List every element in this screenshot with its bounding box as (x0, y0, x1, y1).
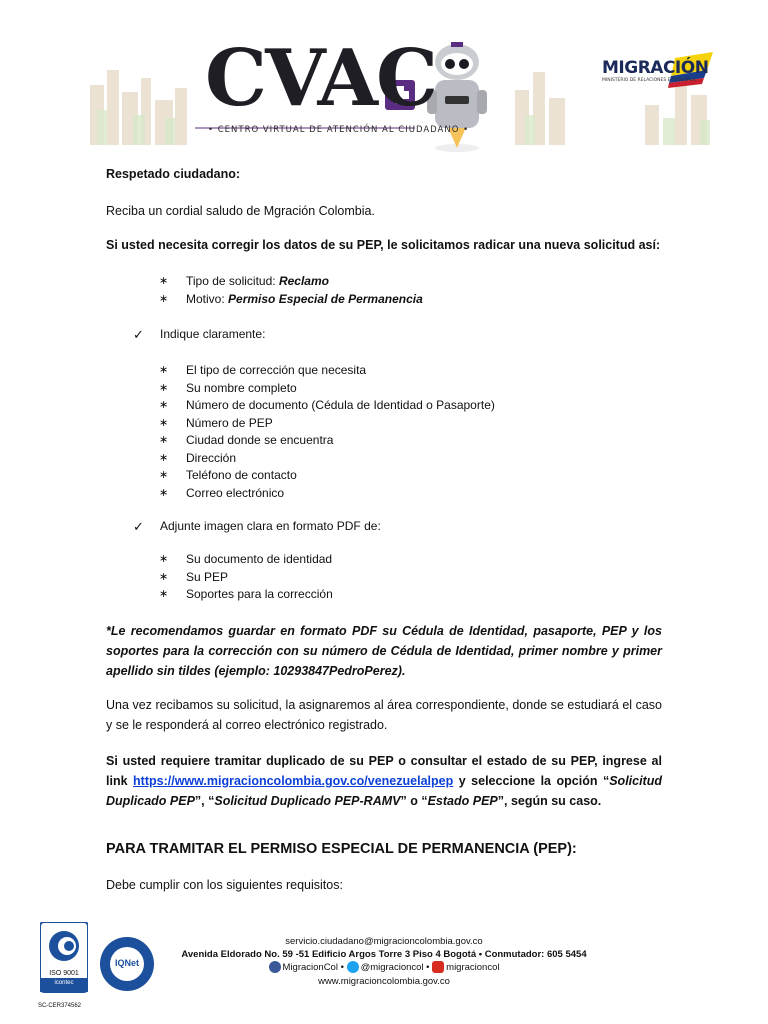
list-item-text: Número de PEP (186, 415, 273, 430)
bullet-icon: ∗ (159, 416, 169, 429)
instruction-text: Si usted necesita corregir los datos de su PEP, le solicitamos radicar una nueva solicitud así: (106, 238, 661, 252)
cvac-subtitle: • CENTRO VIRTUAL DE ATENCIÓN AL CIUDADANO • (208, 125, 470, 135)
checkmark-icon: ✓ (133, 327, 144, 342)
ministry-subtitle: MINISTERIO DE RELACIONES EXTERIORES (602, 78, 696, 83)
footer-website[interactable]: www.migracioncolombia.gov.co (318, 976, 450, 987)
checkmark-icon: ✓ (133, 519, 144, 534)
bullet-icon: ∗ (159, 570, 169, 583)
facebook-icon[interactable] (269, 961, 281, 973)
bullet-icon: ∗ (159, 486, 169, 499)
bullet-icon: ∗ (159, 293, 169, 305)
list-item-text: Su documento de identidad (186, 552, 333, 566)
footer-email[interactable]: servicio.ciudadano@migracioncolombia.gov.co (285, 936, 483, 947)
footer-address: Avenida Eldorado No. 59 -51 Edificio Argos Torre 3 Piso 4 Bogotá • Conmutador: 605 5454 (181, 949, 587, 960)
intro-text: Reciba un cordial saludo de Mgración Colombia. (106, 204, 375, 218)
cert-code: SC-CER374562 (38, 1003, 82, 1009)
bullet-icon: ∗ (159, 451, 169, 464)
document-page: CVAC • CENTRO VIRTUAL DE ATENCIÓN AL CIUDADANO • MIGRACIÓN MINISTERIO DE RELACIONES EXTERIORES Respetado ciudadano: Reciba un cordial saludo de Mgración Colombia. Si usted necesita corregir los datos de su PEP, le solicitamos radicar una nueva solicitud así: ∗ Tipo de solicitud: Reclamo ∗ Motivo: Permiso Especial de Permanencia ✓ Indique claramente: ∗ El tipo de corrección que necesita ∗ Su nombre completo ∗ Número de documento (Cédula de Identidad o Pasaporte) ∗ Número de PEP ∗ Ciudad donde se encuentra ∗ Dirección ∗ Teléfono de contacto ∗ Correo electrónico ✓ Adjunte imagen clara en formato PDF de: ∗ Su documento de identidad ∗ Su PEP ∗ Soportes para la corrección *Le recomendamos guardar en formato PDF su Cédula de Identidad, pasaporte, PEP y los soportes para la corrección con su número de Cédula de Identidad, primer nombre y primer apellido sin tildes (ejemplo: 10293847PedroPerez). Una vez recibamos su solicitud, la asignaremos al área correspondiente, donde se estudiará el caso y se le responderá al correo electrónico registrado. Si usted requiere tramitar duplicado de su PEP o consultar el estado de su PEP, ingrese al link https://www.migracioncolombia.gov.co/venezuelalpep y seleccione la opción “Solicitud Duplicado PEP”, “Solicitud Duplicado PEP-RAMV” o “Estado PEP”, según su caso. PARA TRAMITAR EL PERMISO ESPECIAL DE PERMANENCIA (PEP): Debe cumplir con los siguientes requisitos: ISO 9001 icontec SC-CER374562 IQNet servicio.ciudadano@migracioncolombia.gov.co Avenida Eldorado No. 59 -51 Edificio Argos Torre 3 Piso 4 Bogotá • Conmutador: 605 5454 MigracionCol • @migracioncol • migracioncol www.migracioncolombia.gov.co (0, 0, 768, 1024)
list-item-text: Ciudad donde se encuentra (186, 433, 334, 447)
list-item-text: Su nombre completo (186, 380, 297, 395)
list-item-text: Su PEP (186, 569, 229, 584)
bullet-icon: ∗ (159, 434, 169, 446)
recommendation-text: *Le recomendamos guardar en formato PDF su Cédula de Identidad, pasaporte, PEP y los soportes para la corrección con su número de Cédula de Identidad, primer nombre y primer apellido sin tildes (ejemplo: 10293847PedroPerez). (106, 624, 662, 678)
migracion-logo: MIGRACIÓN (602, 58, 709, 78)
greeting: Respetado ciudadano: (106, 167, 241, 181)
bullet-icon: ∗ (159, 399, 169, 411)
twitter-icon[interactable] (347, 961, 359, 973)
bullet-icon: ∗ (159, 588, 169, 600)
list-item-text: Correo electrónico (186, 485, 285, 500)
list-item-text: Teléfono de contacto (186, 468, 297, 482)
bullet-icon: ∗ (159, 469, 169, 481)
footer-social: MigracionCol • @migracioncol • migracioncol (0, 961, 768, 974)
bullet-icon: ∗ (159, 381, 169, 394)
requirements-intro: Debe cumplir con los siguientes requisitos: (106, 878, 343, 892)
duplicate-text: Si usted requiere tramitar duplicado de su PEP o consultar el estado de su PEP, ingrese al link https://www.migracioncolombia.gov.co/venezuelalpep y seleccione la opción “Solicitud Duplicado PEP”, “Solicitud Duplicado PEP-RAMV” o “Estado PEP”, según su caso. (106, 754, 662, 808)
icontec-label: icontec (54, 980, 74, 986)
bullet-icon: ∗ (159, 275, 169, 287)
bullet-icon: ∗ (159, 553, 169, 565)
youtube-icon[interactable] (432, 961, 444, 973)
list-item-text: El tipo de corrección que necesita (186, 363, 367, 377)
list-item-text: Soportes para la corrección (186, 587, 333, 601)
list-item-text: Número de documento (Cédula de Identidad o Pasaporte) (186, 398, 495, 412)
list-item-text: Dirección (186, 450, 237, 465)
cvac-banner (85, 30, 720, 155)
section-title: PARA TRAMITAR EL PERMISO ESPECIAL DE PERMANENCIA (PEP): (106, 841, 577, 857)
assignment-text: Una vez recibamos su solicitud, la asignaremos al área correspondiente, donde se estudiará el caso y se le responderá al correo electrónico registrado. (106, 698, 662, 732)
pep-link[interactable]: https://www.migracioncolombia.gov.co/venezuelalpep (133, 774, 454, 788)
iso-label: ISO 9001 (49, 970, 79, 977)
cvac-logo: CVAC (205, 33, 437, 124)
iqnet-label: IQNet (114, 958, 139, 968)
bullet-icon: ∗ (159, 364, 169, 376)
